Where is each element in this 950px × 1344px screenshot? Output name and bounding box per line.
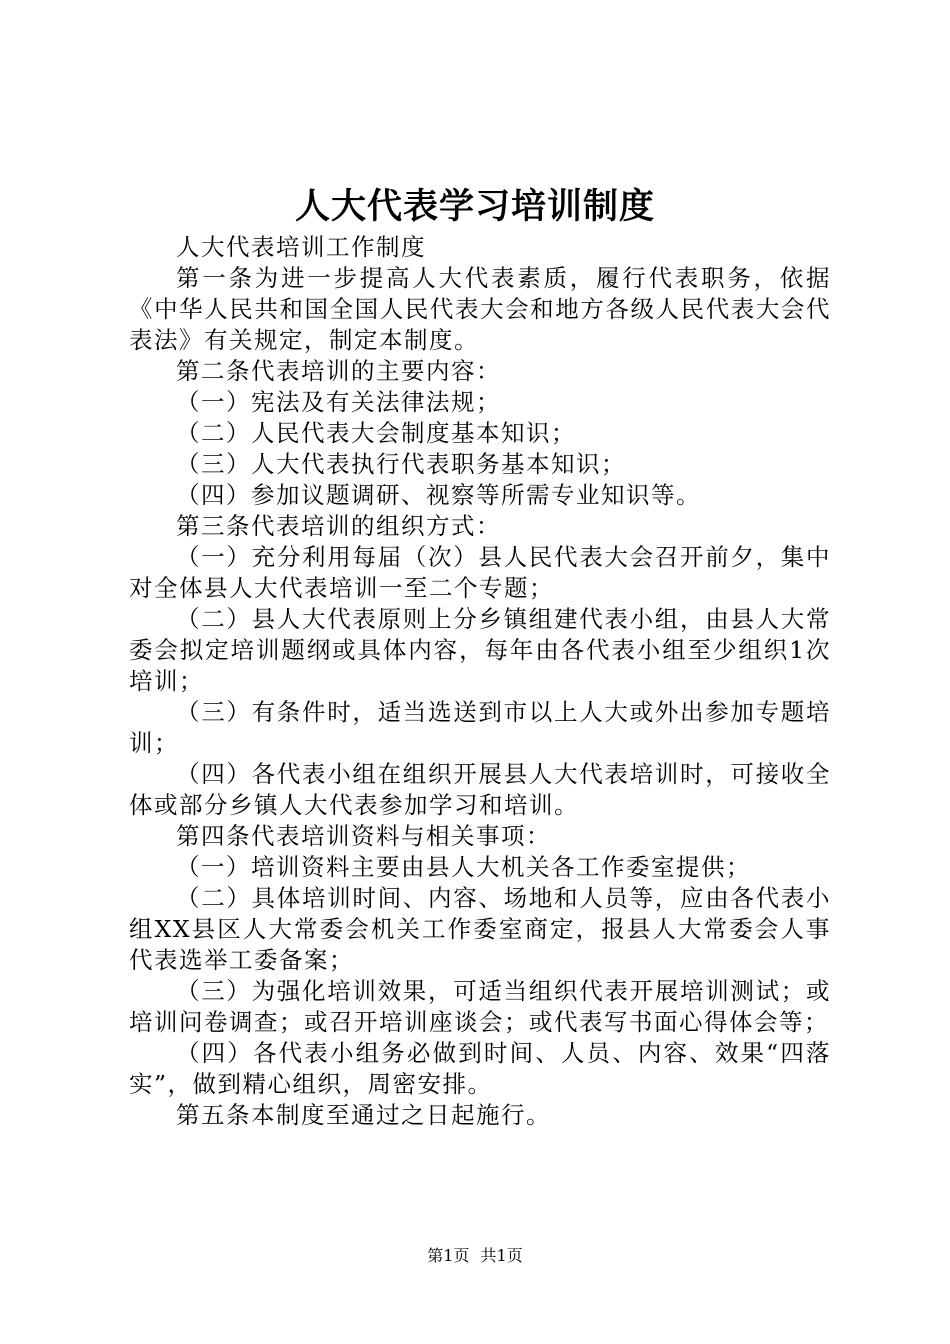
- paragraph: （三）人大代表执行代表职务基本知识；: [176, 450, 626, 478]
- paragraph: （四）各代表小组务必做到时间、人员、内容、效果“四落实”，做到精心组织，周密安排。: [129, 1039, 831, 1098]
- paragraph: 第二条代表培训的主要内容：: [176, 357, 501, 385]
- paragraph: （一）培训资料主要由县人大机关各工作委室提供；: [176, 853, 751, 881]
- paragraph: （三）有条件时，适当选送到市以上人大或外出参加专题培训；: [129, 698, 831, 757]
- paragraph: 人大代表培训工作制度: [176, 233, 426, 261]
- paragraph: （一）充分利用每届（次）县人民代表大会召开前夕，集中对全体县人大代表培训一至二个专题；: [129, 543, 831, 602]
- paragraph: （四）各代表小组在组织开展县人大代表培训时，可接收全体或部分乡镇人大代表参加学习和培训。: [129, 760, 831, 819]
- paragraph: （二）具体培训时间、内容、场地和人员等，应由各代表小组XX县区人大常委会机关工作委室商定，报县人大常委会人事代表选举工委备案；: [129, 884, 831, 974]
- page-footer: [0, 1245, 950, 1267]
- paragraph: （三）为强化培训效果，可适当组织代表开展培训测试；或培训问卷调查；或召开培训座谈会；或代表写书面心得体会等；: [129, 977, 831, 1036]
- paragraph: 第一条为进一步提高人大代表素质，履行代表职务，依据《中华人民共和国全国人民代表大会和地方各级人民代表大会代表法》有关规定，制定本制度。: [129, 264, 831, 354]
- paragraph: （二）人民代表大会制度基本知识；: [176, 419, 576, 447]
- document-body: [129, 232, 831, 1131]
- paragraph: （四）参加议题调研、视察等所需专业知识等。: [176, 481, 701, 509]
- page-total: 共1页: [480, 1246, 523, 1265]
- paragraph: 第四条代表培训资料与相关事项：: [176, 822, 551, 850]
- paragraph: （二）县人大代表原则上分乡镇组建代表小组，由县人大常委会拟定培训题纲或具体内容，每年由各代表小组至少组织1次培训；: [129, 605, 831, 695]
- paragraph: （一）宪法及有关法律法规；: [176, 388, 501, 416]
- paragraph: 第五条本制度至通过之日起施行。: [176, 1101, 551, 1129]
- paragraph: 第三条代表培训的组织方式：: [176, 512, 501, 540]
- page-number: 第1页: [427, 1246, 470, 1265]
- document-title: 人大代表学习培训制度: [294, 186, 655, 227]
